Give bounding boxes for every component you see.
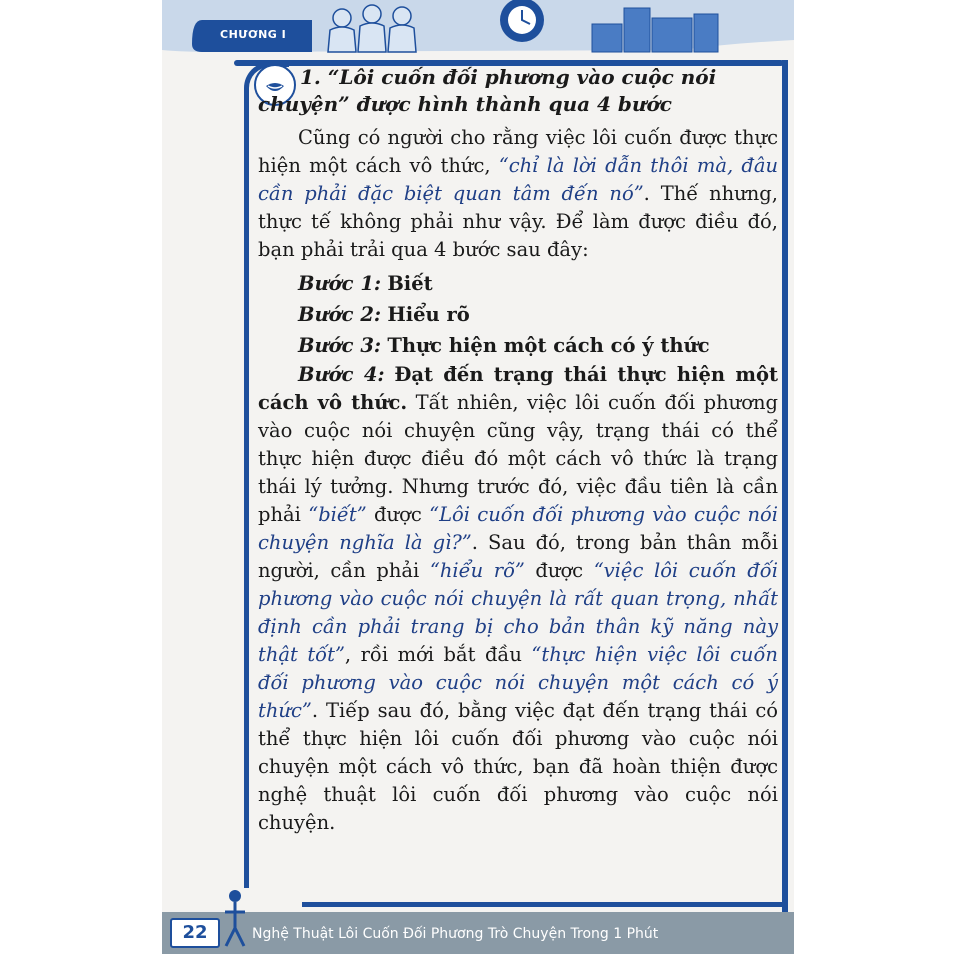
book-title-caption: Nghệ Thuật Lôi Cuốn Đối Phương Trò Chuyện Trong 1 Phút bbox=[252, 926, 659, 942]
paragraph-intro-text: . Thế nhưng, thực tế không phải như vậy. Để làm được điều đó, bạn phải trải qua 4 bước sau đây: bbox=[258, 182, 778, 261]
quote-text: “Lôi cuốn đối phương vào cuộc nói chuyện nghĩa là gì?” bbox=[258, 503, 778, 554]
step-label: Bước 1: bbox=[298, 272, 382, 295]
step-text: Thực hiện một cách có ý thức bbox=[387, 334, 710, 357]
body-text: , rồi mới bắt đầu bbox=[344, 643, 532, 666]
frame-border-right bbox=[782, 60, 788, 940]
section-title-line-2: chuyện” được hình thành qua 4 bước bbox=[258, 92, 672, 116]
clock-gear-icon bbox=[500, 0, 544, 42]
chapter-header-banner bbox=[162, 0, 794, 60]
body-text: . Tiếp sau đó, bằng việc đạt đến trạng thái có thể thực hiện lôi cuốn đối phương vào cuộc nói chuyện một cách vô thức, bạn đã hoàn thiện được nghệ thuật lôi cuốn đối phương vào cuộc nói chuyện. bbox=[258, 699, 778, 834]
step-text: Biết bbox=[387, 272, 433, 295]
section-title-line-1: 1. “Lôi cuốn đối phương vào cuộc nói bbox=[300, 65, 717, 89]
page-number: 22 bbox=[182, 922, 208, 943]
step-label: Bước 4: bbox=[298, 363, 385, 386]
quote-text: “việc lôi cuốn đối phương vào cuộc nói chuyện là rất quan trọng, nhất định cần phải trang bị cho bản thân kỹ năng này thật tốt” bbox=[258, 559, 778, 666]
paragraph-intro-text: Cũng có người cho rằng việc lôi cuốn được thực hiện một cách vô thức, bbox=[258, 126, 778, 177]
quote-text: “thực hiện việc lôi cuốn đối phương vào cuộc nói chuyện một cách có ý thức” bbox=[258, 643, 778, 722]
quote-text: “chỉ là lời dẫn thôi mà, đâu cần phải đặc biệt quan tâm đến nó” bbox=[258, 154, 779, 205]
step-text: Hiểu rõ bbox=[387, 303, 470, 326]
people-illustration-icon bbox=[328, 5, 416, 52]
step-item bbox=[258, 330, 778, 361]
step-label: Bước 3: bbox=[298, 334, 382, 357]
frame-border-left bbox=[244, 118, 249, 888]
book-page bbox=[162, 0, 794, 954]
step-4-paragraph bbox=[258, 361, 778, 837]
quote-text: “biết” bbox=[308, 503, 367, 526]
footer-figure-icon bbox=[220, 888, 250, 948]
main-content bbox=[258, 64, 778, 837]
quote-text: “hiểu rõ” bbox=[429, 559, 525, 582]
chapter-label: CHƯƠNG I bbox=[220, 28, 287, 41]
step-item bbox=[258, 299, 778, 330]
step-label: Bước 2: bbox=[298, 303, 382, 326]
paragraph-intro bbox=[258, 124, 778, 264]
step-4-bold-text: Đạt đến trạng thái thực hiện một cách vô thức. bbox=[258, 363, 778, 414]
body-text: được bbox=[524, 559, 594, 582]
body-text: . Sau đó, trong bản thân mỗi người, cần phải bbox=[258, 531, 778, 582]
section-title bbox=[258, 64, 778, 118]
frame-border-bottom bbox=[302, 902, 788, 907]
body-text: Tất nhiên, việc lôi cuốn đối phương vào cuộc nói chuyện cũng vậy, trạng thái có thể thực hiện được điều đó một cách vô thức là trạng thái lý tưởng. Nhưng trước đó, việc đầu tiên là cần phải bbox=[258, 391, 778, 526]
body-text: được bbox=[366, 503, 430, 526]
step-item bbox=[258, 268, 778, 299]
steps-list bbox=[258, 268, 778, 361]
